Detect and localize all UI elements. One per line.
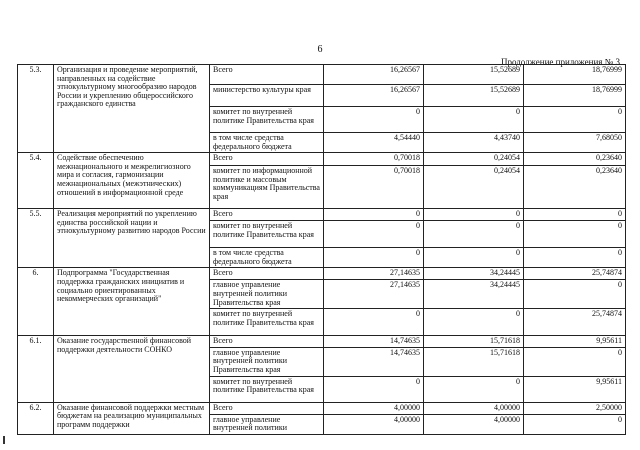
funding-source: министерство культуры края [210,85,324,107]
item-number: 6.2. [18,402,54,434]
value-year-3: 25,74874 [524,309,626,336]
value-year-1: 14,74635 [324,336,424,348]
value-year-3: 18,76999 [524,65,626,85]
value-year-3: 0 [524,280,626,309]
funding-source: в том числе средства федерального бюджета [210,133,324,153]
funding-source: комитет по внутренней политике Правительства края [210,309,324,336]
value-year-2: 0 [424,107,524,133]
item-number: 5.4. [18,153,54,209]
funding-source: комитет по внутренней политике Правительства края [210,221,324,248]
value-year-2: 0 [424,376,524,402]
value-year-3: 9,95611 [524,376,626,402]
value-year-3: 18,76999 [524,85,626,107]
table-row [18,65,626,85]
table-row [18,268,626,280]
funding-source: в том числе средства федерального бюджета [210,248,324,268]
value-year-1: 27,14635 [324,280,424,309]
value-year-2: 34,24445 [424,280,524,309]
value-year-3: 2,50000 [524,402,626,414]
value-year-2: 15,71618 [424,336,524,348]
value-year-1: 0 [324,107,424,133]
value-year-1: 0,70018 [324,153,424,166]
value-year-1: 14,74635 [324,347,424,376]
page-number: 6 [317,44,323,55]
funding-source: комитет по информационной политике и массовым коммуникациям Правительства края [210,166,324,209]
value-year-2: 15,52689 [424,65,524,85]
value-year-3: 0,23640 [524,153,626,166]
value-year-3: 7,68050 [524,133,626,153]
funding-source: комитет по внутренней политике Правительства края [210,376,324,402]
item-name: Организация и проведение мероприятий, направленных на содействие этнокультурному многообразию народов России и укреплению общероссийского гражданского единства [54,65,210,153]
value-year-2: 0 [424,309,524,336]
funding-source: главное управление внутренней политики [210,414,324,434]
value-year-3: 9,95611 [524,336,626,348]
item-name: Реализация мероприятий по укреплению единства российской нации и этнокультурному развитию народов России [54,209,210,268]
value-year-1: 0,70018 [324,166,424,209]
table-row [18,153,626,166]
value-year-2: 0 [424,248,524,268]
table-row [18,402,626,414]
item-name: Оказание государственной финансовой поддержки деятельности СОНКО [54,336,210,402]
value-year-1: 4,54440 [324,133,424,153]
value-year-2: 4,43740 [424,133,524,153]
scan-edge-mark [3,436,5,444]
value-year-1: 0 [324,376,424,402]
value-year-3: 0 [524,221,626,248]
value-year-3: 0,23640 [524,166,626,209]
table-row [18,336,626,348]
item-name: Оказание финансовой поддержки местным бюджетам на реализацию муниципальных программ поддержки [54,402,210,434]
value-year-3: 0 [524,248,626,268]
value-year-2: 4,00000 [424,402,524,414]
item-number: 5.5. [18,209,54,268]
value-year-1: 0 [324,221,424,248]
value-year-1: 27,14635 [324,268,424,280]
item-number: 6. [18,268,54,336]
value-year-1: 0 [324,309,424,336]
funding-source: комитет по внутренней политике Правительства края [210,107,324,133]
item-number: 6.1. [18,336,54,402]
funding-source: Всего [210,402,324,414]
item-name: Подпрограмма "Государственная поддержка гражданских инициатив и социально ориентированных некоммерческих организаций" [54,268,210,336]
value-year-2: 4,00000 [424,414,524,434]
value-year-3: 0 [524,347,626,376]
value-year-1: 4,00000 [324,402,424,414]
value-year-3: 0 [524,107,626,133]
value-year-3: 0 [524,209,626,221]
value-year-3: 0 [524,414,626,434]
funding-source: Всего [210,209,324,221]
item-name: Содействие обеспечению межнационального и межрелигиозного мира и согласия, гармонизации межнациональных (межэтнических) отношений в информационной среде [54,153,210,209]
value-year-3: 25,74874 [524,268,626,280]
funding-source: Всего [210,268,324,280]
table-body [18,65,626,435]
value-year-1: 16,26567 [324,65,424,85]
value-year-2: 34,24445 [424,268,524,280]
funding-source: главное управление внутренней политики Правительства края [210,280,324,309]
funding-source: главное управление внутренней политики Правительства края [210,347,324,376]
value-year-2: 0 [424,209,524,221]
funding-source: Всего [210,65,324,85]
value-year-2: 0 [424,221,524,248]
item-number: 5.3. [18,65,54,153]
value-year-2: 0,24054 [424,153,524,166]
funding-source: Всего [210,153,324,166]
value-year-2: 0,24054 [424,166,524,209]
value-year-1: 0 [324,209,424,221]
continuation-label: Продолжение приложения № 3 [500,57,620,67]
funding-source: Всего [210,336,324,348]
value-year-2: 15,52689 [424,85,524,107]
value-year-1: 0 [324,248,424,268]
value-year-1: 16,26567 [324,85,424,107]
value-year-1: 4,00000 [324,414,424,434]
table-row [18,209,626,221]
value-year-2: 15,71618 [424,347,524,376]
budget-table [17,64,626,435]
